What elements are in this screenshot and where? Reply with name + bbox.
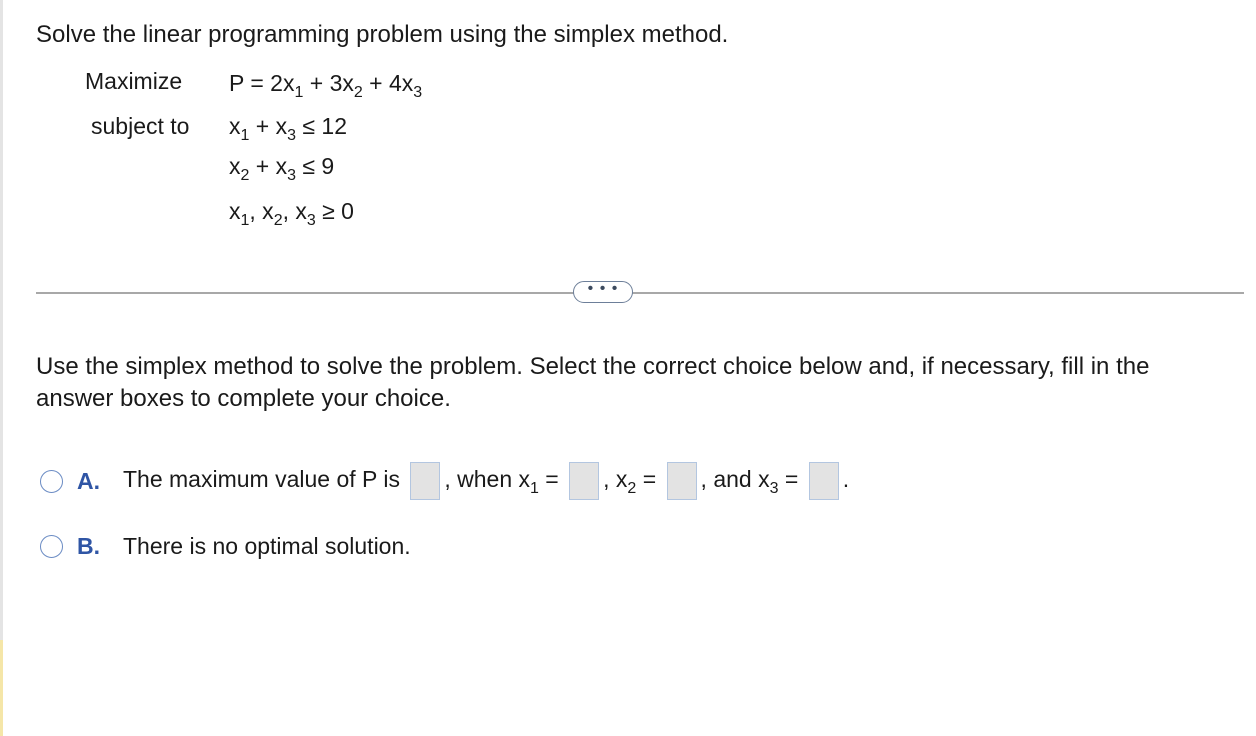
constraint-2: $x_2 + x_3 \le 9$: [229, 153, 335, 184]
instruction-text: Solve the linear programming problem using the simplex method.: [36, 21, 729, 48]
question-text: Use the simplex method to solve the problem. Select the correct choice below and, if necessary, fill in the answer boxes to complete your choice.: [36, 353, 1150, 412]
choice-b[interactable]: [40, 531, 411, 561]
constraint-nonnegativity: $x_1$, $x_2$, $x_3 \ge 0$: [229, 198, 354, 229]
choice-a-letter: A.: [77, 467, 100, 494]
max-p-answer-box[interactable]: [410, 462, 440, 500]
more-options-button[interactable]: • • •: [573, 281, 633, 303]
subject-to-label: subject to: [91, 113, 190, 139]
x2-answer-box[interactable]: [667, 462, 697, 500]
choice-a[interactable]: [40, 462, 849, 500]
choice-a-radio[interactable]: [40, 470, 63, 493]
objective-function: $P = 2x_1 + 3x_2 + 4x_3$: [229, 70, 423, 101]
x3-answer-box[interactable]: [809, 462, 839, 500]
choice-b-letter: B.: [77, 532, 100, 559]
section-divider: [36, 292, 1244, 294]
x1-answer-box[interactable]: [569, 462, 599, 500]
left-edge-accent: [0, 640, 3, 736]
choice-b-text: There is no optimal solution.: [123, 533, 411, 559]
choice-a-text: The maximum value of P is , when $x_1$ = , $x_2$ = , and $x_3$ = .: [123, 462, 849, 500]
left-edge-border: [0, 0, 3, 736]
choice-b-radio[interactable]: [40, 535, 63, 558]
maximize-label: Maximize: [85, 68, 183, 94]
constraint-1: $x_1 + x_3 \le 12$: [229, 113, 348, 144]
